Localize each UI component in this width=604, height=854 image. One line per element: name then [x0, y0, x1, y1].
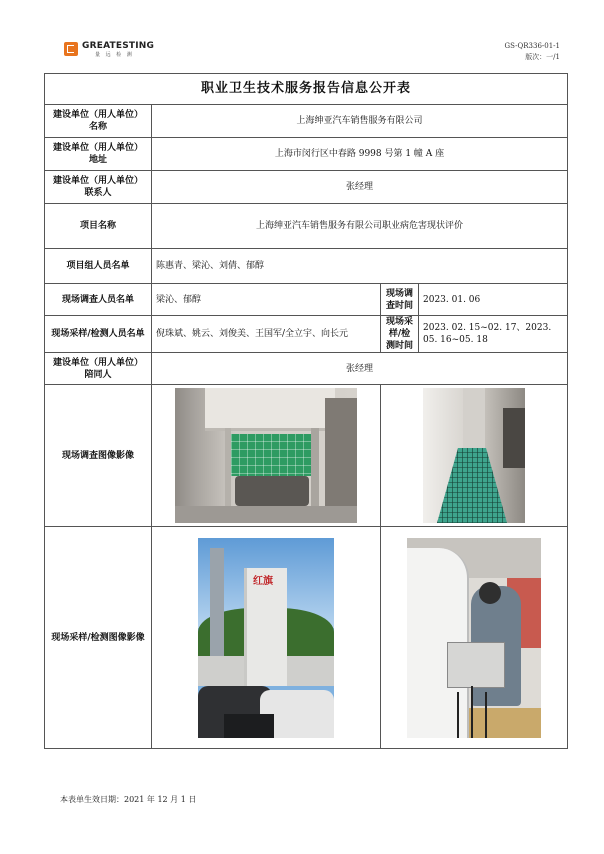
- project-name-value: 上海绅亚汽车销售服务有限公司职业病危害现状评价: [152, 204, 568, 249]
- survey-photo-2-cell: [381, 385, 568, 527]
- sampling-images-label: 现场采样/检测图像影像: [45, 527, 152, 749]
- sign-text: 红旗: [253, 575, 273, 587]
- sampling-time-value: 2023. 02. 15~02. 17、2023. 05. 16~05. 18: [419, 316, 568, 353]
- team-value: 陈惠青、梁沁、刘倩、郁醇: [152, 249, 568, 284]
- survey-people-label: 现场调查人员名单: [45, 284, 152, 316]
- company-logo-name: GREATESTING: [82, 41, 155, 51]
- survey-photo-cabinet: [175, 388, 357, 523]
- page-title: 职业卫生技术服务报告信息公开表: [45, 74, 568, 105]
- survey-photo-booth: [423, 388, 525, 523]
- unit-address-value: 上海市闵行区中春路 9998 号第 1 幢 A 座: [152, 138, 568, 171]
- document-code: GS-QR336-01-1: [504, 42, 560, 50]
- unit-name-label: 建设单位（用人单位）名称: [45, 105, 152, 138]
- unit-name-value: 上海绅亚汽车销售服务有限公司: [152, 105, 568, 138]
- survey-time-label: 现场调查时间: [381, 284, 419, 316]
- sampling-time-label: 现场采样/检测时间: [381, 316, 419, 353]
- sampling-people-label: 现场采样/检测人员名单: [45, 316, 152, 353]
- companion-label: 建设单位（用人单位）陪同人: [45, 353, 152, 385]
- project-name-label: 项目名称: [45, 204, 152, 249]
- contact-label: 建设单位（用人单位）联系人: [45, 171, 152, 204]
- footer-effective-date: 本表单生效日期：2021 年 12 月 1 日: [60, 795, 197, 804]
- sampling-photo-storefront: [198, 538, 334, 738]
- survey-images-label: 现场调查图像影像: [45, 385, 152, 527]
- survey-people-value: 梁沁、郁醇: [152, 284, 381, 316]
- survey-time-value: 2023. 01. 06: [419, 284, 568, 316]
- sampling-photo-1-cell: [152, 527, 381, 749]
- sampling-photo-2-cell: [381, 527, 568, 749]
- companion-value: 张经理: [152, 353, 568, 385]
- survey-photo-1-cell: [152, 385, 381, 527]
- info-table: [44, 73, 568, 749]
- document-version: 版次：一/1: [525, 53, 560, 61]
- company-logo-subtitle: 量 远 检 测: [95, 52, 134, 58]
- company-logo-icon: [64, 42, 78, 56]
- team-label: 项目组人员名单: [45, 249, 152, 284]
- sampling-photo-technician: [407, 538, 541, 738]
- unit-address-label: 建设单位（用人单位）地址: [45, 138, 152, 171]
- sampling-people-value: 倪珠斌、姚云、刘俊美、王国军/全立宇、向长元: [152, 316, 381, 353]
- contact-value: 张经理: [152, 171, 568, 204]
